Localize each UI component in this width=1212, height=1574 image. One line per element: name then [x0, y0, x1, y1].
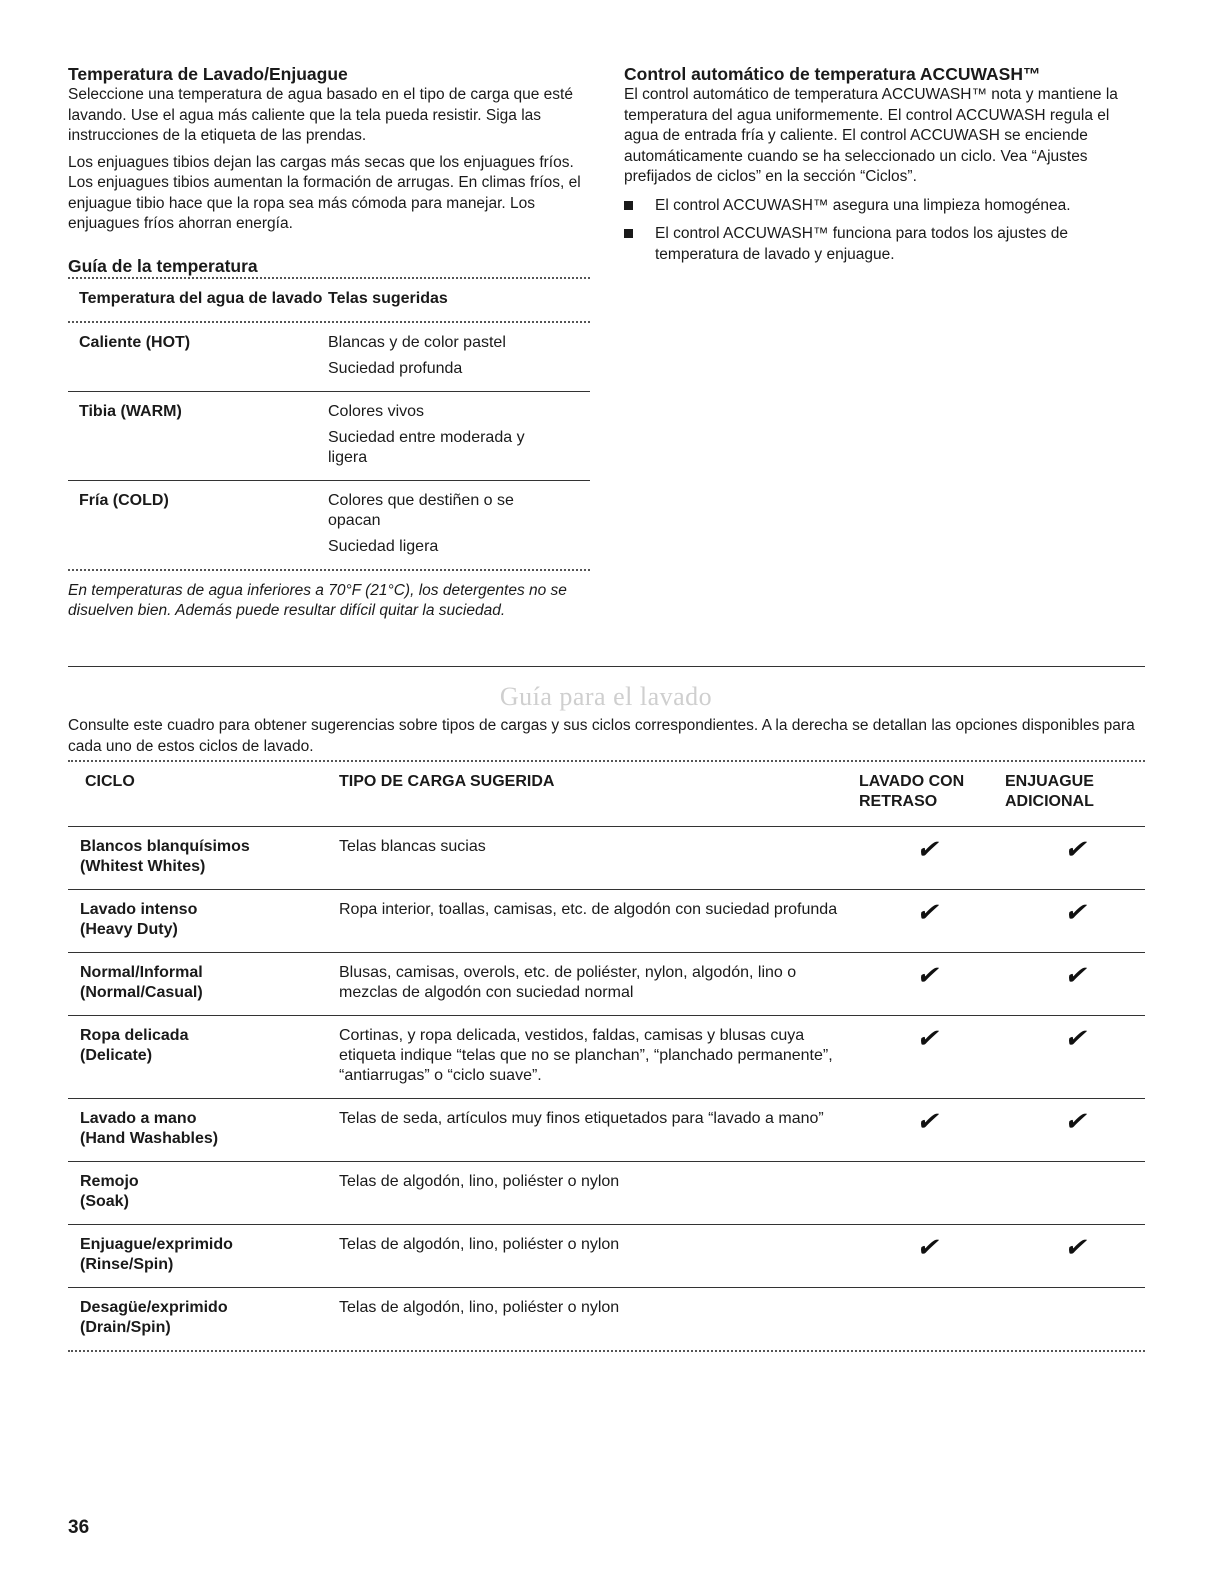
- left-column: [68, 63, 590, 636]
- cycle-name-en: (Whitest Whites): [80, 858, 206, 875]
- extra-rinse-cell: [1005, 1232, 1145, 1275]
- delay-wash-cell: [849, 1298, 1005, 1338]
- checkmark-icon: ✔: [1064, 1023, 1086, 1053]
- paragraph: Los enjuagues tibios dejan las cargas más secas que los enjuagues fríos. Los enjuagues tibios aumentan la formación de arrugas. En climas fríos, el enjuague tibio hace que la ropa sea más cómoda para manejar. Los enjuagues fríos ahorran energía.: [68, 153, 581, 232]
- load-type-cell: Ropa interior, toallas, camisas, etc. de algodón con suciedad profunda: [339, 901, 838, 918]
- fabric-cell: Suciedad ligera: [328, 537, 439, 555]
- table-row: [68, 323, 590, 391]
- temp-cell: Fría (COLD): [79, 491, 169, 509]
- right-column: [624, 63, 1144, 265]
- checkmark-icon: ✔: [916, 1106, 938, 1136]
- cycle-name-en: (Delicate): [80, 1047, 153, 1064]
- column-header: ENJUAGUE ADICIONAL: [1005, 773, 1094, 810]
- table-row: [68, 1016, 1145, 1098]
- cycle-name-en: (Hand Washables): [80, 1130, 219, 1147]
- divider: [68, 1350, 1145, 1352]
- load-type-cell: Telas de seda, artículos muy finos etiquetados para “lavado a mano”: [339, 1110, 824, 1127]
- checkmark-icon: ✔: [916, 1023, 938, 1053]
- cycle-name: Enjuague/exprimido: [80, 1236, 233, 1253]
- bullet-text: El control ACCUWASH™ asegura una limpieza homogénea.: [655, 196, 1071, 214]
- guide-intro: Consulte este cuadro para obtener sugerencias sobre tipos de cargas y sus ciclos correspondientes. A la derecha se detallan las opciones disponibles para cada uno de estos ciclos de lavado.: [68, 717, 1135, 755]
- column-header: Telas sugeridas: [328, 289, 448, 307]
- checkmark-icon: ✔: [1064, 960, 1086, 990]
- checkmark-icon: ✔: [916, 960, 938, 990]
- delay-wash-cell: [849, 1106, 1005, 1149]
- checkmark-icon: ✔: [916, 1232, 938, 1262]
- table-row: [68, 1099, 1145, 1161]
- divider: [68, 569, 590, 571]
- load-type-cell: Telas de algodón, lino, poliéster o nylon: [339, 1236, 620, 1253]
- table-row: [68, 481, 590, 569]
- page-number: 36: [68, 1517, 90, 1538]
- fabric-cell: Colores que destiñen o se opacan: [328, 491, 514, 529]
- table-header: [68, 762, 1145, 826]
- table-row: [68, 392, 590, 480]
- table-heading: Guía de la temperatura: [68, 255, 258, 276]
- table-header: [68, 279, 590, 321]
- delay-wash-cell: [849, 960, 1005, 1003]
- square-bullet-icon: [624, 229, 633, 238]
- fabric-cell: Colores vivos: [328, 402, 425, 420]
- cycle-name: Blancos blanquísimos: [80, 838, 250, 855]
- delay-wash-cell: [849, 834, 1005, 877]
- delay-wash-cell: [849, 1232, 1005, 1275]
- paragraph: Seleccione una temperatura de agua basado en el tipo de carga que esté lavando. Use el agua más caliente que la tela pueda resistir. Siga las instrucciones de la etiqueta de las prendas.: [68, 86, 573, 144]
- cycle-name-en: (Rinse/Spin): [80, 1256, 174, 1273]
- cycle-name-en: (Heavy Duty): [80, 921, 178, 938]
- load-type-cell: Telas blancas sucias: [339, 838, 486, 855]
- column-header: Temperatura del agua de lavado: [79, 289, 323, 307]
- square-bullet-icon: [624, 201, 633, 210]
- wash-guide-table: [68, 760, 1145, 1352]
- delay-wash-cell: [849, 1172, 1005, 1212]
- cycle-name-en: (Soak): [80, 1193, 129, 1210]
- load-type-cell: Cortinas, y ropa delicada, vestidos, faldas, camisas y blusas cuya etiqueta indique “telas que no se planchan”, “planchado permanente”, “antiarrugas” o “ciclo suave”.: [339, 1027, 833, 1084]
- extra-rinse-cell: [1005, 834, 1145, 877]
- extra-rinse-cell: [1005, 960, 1145, 1003]
- column-header: LAVADO CON RETRASO: [859, 773, 965, 810]
- fabric-cell: Blancas y de color pastel: [328, 333, 506, 351]
- note-text: En temperaturas de agua inferiores a 70°F (21°C), los detergentes no se disuelven bien. Además puede resultar difícil quitar la suciedad.: [68, 581, 567, 619]
- checkmark-icon: ✔: [1064, 1232, 1086, 1262]
- fabric-cell: Suciedad profunda: [328, 359, 463, 377]
- temp-cell: Tibia (WARM): [79, 402, 182, 420]
- cycle-name-en: (Normal/Casual): [80, 984, 203, 1001]
- table-row: [68, 890, 1145, 952]
- column-header: TIPO DE CARGA SUGERIDA: [339, 773, 555, 790]
- cycle-cell: [80, 1235, 339, 1275]
- fabric-cell: Suciedad entre moderada y ligera: [328, 428, 525, 466]
- checkmark-icon: ✔: [1064, 897, 1086, 927]
- temp-cell: Caliente (HOT): [79, 333, 191, 351]
- table-row: [68, 827, 1145, 889]
- cycle-name: Desagüe/exprimido: [80, 1299, 228, 1316]
- paragraph: El control automático de temperatura ACCUWASH™ nota y mantiene la temperatura del agua uniformemente. El control ACCUWASH regula el agua de entrada fría y caliente. El control ACCUWASH se enciende automáticamente cuando se ha seleccionado un ciclo. Vea “Ajustes prefijados de ciclos” en la sección “Ciclos”.: [624, 86, 1118, 185]
- extra-rinse-cell: [1005, 1172, 1145, 1212]
- cycle-cell: [80, 1298, 339, 1338]
- extra-rinse-cell: [1005, 1106, 1145, 1149]
- cycle-name-en: (Drain/Spin): [80, 1319, 171, 1336]
- cycle-cell: [80, 900, 339, 940]
- bullet-text: El control ACCUWASH™ funciona para todos los ajustes de temperatura de lavado y enjuague.: [655, 225, 1068, 263]
- guide-title: Guía para el lavado: [499, 682, 713, 711]
- cycle-cell: [80, 837, 339, 877]
- delay-wash-cell: [849, 1023, 1005, 1086]
- cycle-name: Lavado a mano: [80, 1110, 197, 1127]
- temperature-table: [68, 277, 590, 571]
- cycle-name: Lavado intenso: [80, 901, 198, 918]
- cycle-cell: [80, 1172, 339, 1212]
- section-heading: Control automático de temperatura ACCUWASH™: [624, 64, 1041, 84]
- column-header: CICLO: [85, 773, 135, 790]
- bullet-item: [624, 224, 1144, 265]
- bullet-item: [624, 196, 1144, 217]
- section-heading: Temperatura de Lavado/Enjuague: [68, 64, 348, 84]
- checkmark-icon: ✔: [1064, 1106, 1086, 1136]
- extra-rinse-cell: [1005, 1023, 1145, 1086]
- checkmark-icon: ✔: [916, 834, 938, 864]
- cycle-cell: [80, 1026, 339, 1086]
- delay-wash-cell: [849, 897, 1005, 940]
- table-row: [68, 1288, 1145, 1350]
- table-row: [68, 953, 1145, 1015]
- cycle-name: Remojo: [80, 1173, 139, 1190]
- extra-rinse-cell: [1005, 1298, 1145, 1338]
- table-row: [68, 1162, 1145, 1224]
- load-type-cell: Telas de algodón, lino, poliéster o nylon: [339, 1299, 620, 1316]
- checkmark-icon: ✔: [1064, 834, 1086, 864]
- load-type-cell: Telas de algodón, lino, poliéster o nylon: [339, 1173, 620, 1190]
- cycle-name: Ropa delicada: [80, 1027, 189, 1044]
- cycle-cell: [80, 963, 339, 1003]
- section-divider: [68, 666, 1145, 667]
- cycle-cell: [80, 1109, 339, 1149]
- checkmark-icon: ✔: [916, 897, 938, 927]
- table-row: [68, 1225, 1145, 1287]
- load-type-cell: Blusas, camisas, overols, etc. de poliéster, nylon, algodón, lino o mezclas de algodón con suciedad normal: [339, 964, 797, 1001]
- extra-rinse-cell: [1005, 897, 1145, 940]
- cycle-name: Normal/Informal: [80, 964, 203, 981]
